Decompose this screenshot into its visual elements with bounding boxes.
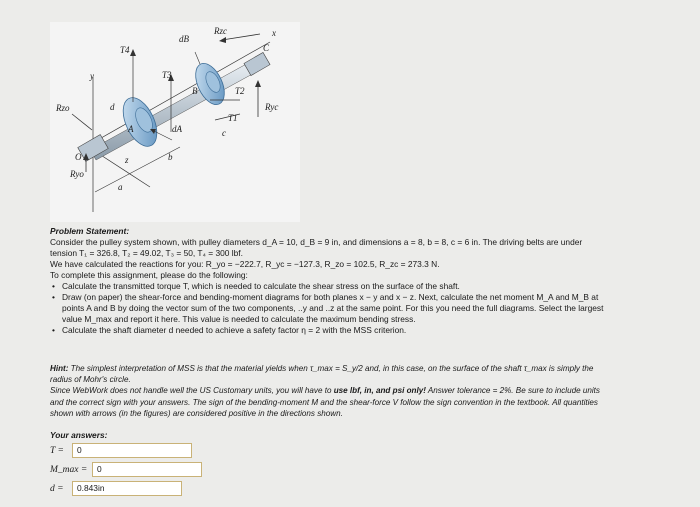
answers-section [50,430,108,494]
hint-line-4: and the correct sign with your answers. The sign of the bending-moment M and the shear-force V follow the sign convention in the textbook. All quantities [50,397,598,407]
label-x: x [272,28,276,38]
label-dA: dA [172,124,182,134]
bullet-diameter: • Calculate the shaft diameter d needed to achieve a safety factor η = 2 with the MSS criterion. [50,325,690,336]
label-z: z [125,155,129,165]
mmax-label: M_max = [50,465,88,475]
hint-label: Hint: [50,364,69,373]
label-T3: T3 [162,70,172,80]
label-Rzo: Rzo [56,103,70,113]
label-c: c [222,128,226,138]
answers-title: Your answers: [50,430,108,440]
label-O: O [75,152,82,162]
label-dB: dB [179,34,189,44]
problem-line-3: We have calculated the reactions for you: R_yo = −222.7, R_yc = −127.3, R_zo = 102.5, R_zc = 273.3 N. [50,259,440,269]
problem-line-4: To complete this assignment, please do the following: [50,270,248,280]
label-B: B [192,86,198,96]
label-T4: T4 [120,45,130,55]
label-a: a [118,182,123,192]
diameter-label: d = [50,484,64,494]
hint-line-2: radius of Mohr's circle. [50,375,131,385]
label-Ryo: Ryo [70,169,84,179]
diameter-input[interactable]: 0.843in [72,481,182,496]
bullet-diagrams: • Draw (on paper) the shear-force and bending-moment diagrams for both planes x − y and x − z. Next, calculate the net moment M_A and M_B at [50,292,690,303]
problem-title: Problem Statement: [50,226,130,236]
bullet-torque: • Calculate the transmitted torque T, which is needed to calculate the shear stress on the surface of the shaft. [50,281,690,292]
hint-units: use lbf, in, and psi only! [333,386,426,396]
label-d: d [110,102,115,112]
label-b: b [168,152,173,162]
problem-statement [50,226,690,336]
label-T1: T1 [228,113,238,123]
torque-label: T = [50,446,64,456]
problem-line-2: tension T₁ = 326.8, T₂ = 49.02, T₃ = 50, T₄ = 300 lbf. [50,248,243,258]
hint-line-3c: Answer tolerance = 2%. Be sure to include units [425,386,600,396]
hint-line-5: shown with arrows (in the figures) are considered positive in the directions shown. [50,408,343,418]
pulley-system-figure [50,22,300,222]
label-y: y [90,71,94,81]
torque-input[interactable]: 0 [72,443,192,458]
label-T2: T2 [235,86,245,96]
label-C: C [263,43,270,53]
mmax-input[interactable]: 0 [92,462,202,477]
label-A: A [128,124,134,134]
label-Rzc: Rzc [214,26,227,36]
hint-line-1: The simplest interpretation of MSS is that the material yields when τ_max = S_y/2 and, in this case, on the surface of the shaft τ_max is simply the [68,364,594,373]
bullet-diagrams-cont-1: points A and B by doing the vector sum of the two components, ..y and ..z at the same point. For this you need the full diagrams. Select the largest [62,303,604,313]
hint-block [50,363,690,419]
hint-line-3a: Since WebWork does not handle well the US Customary units, you will have to [50,386,334,396]
bullet-diagrams-cont-2: value M_max and report it here. This value is needed to calculate the maximum bending stress. [62,314,416,324]
problem-line-1: Consider the pulley system shown, with pulley diameters d_A = 10, d_B = 9 in, and dimensions a = 8, b = 8, c = 6 in. The driving belts are under [50,237,583,247]
label-Ryc: Ryc [265,102,279,112]
